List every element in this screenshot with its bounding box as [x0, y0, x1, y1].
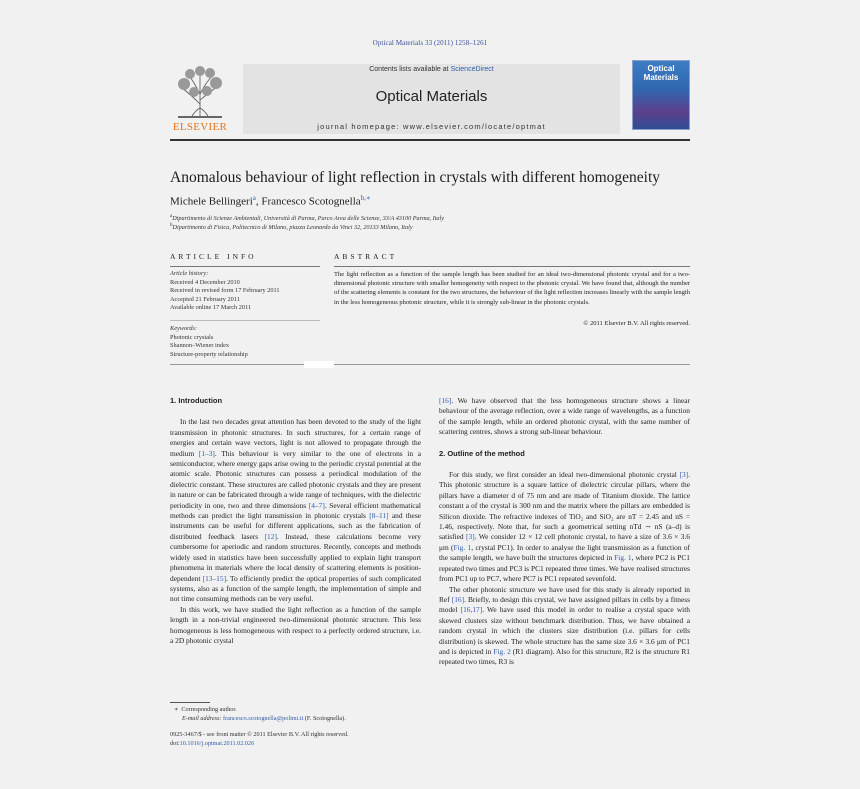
- author-bellingeri: Michele Bellingeri: [170, 195, 253, 208]
- article-info-heading: ARTICLE INFO: [170, 252, 257, 261]
- reference-link[interactable]: [12]: [264, 531, 277, 541]
- abstract-text: The light reflection as a function of the sample length has been studied for an ideal two-dimensional photonic crystal and for a two-dimensional photonic structure with smaller homogeneity with respect to the photonic crystal. We have found that, although the number of the scattering elements is constant for the two structures, the behaviour of the light reflection increases linearly with the sample length in the less homogeneous photonic structure, while it is strongly sub-linear in the photonic crystals.: [334, 271, 690, 306]
- journal-name: Optical Materials: [375, 88, 488, 105]
- history-received: Received 4 December 2010: [170, 278, 240, 286]
- affiliation-mark-b[interactable]: b,∗: [360, 194, 371, 202]
- text-run: . We consider 12 × 12 cell photonic crystal, to have a size of 3.6 × 3.6 μm (: [439, 532, 690, 552]
- reference-link[interactable]: [3]: [679, 470, 689, 480]
- affiliation-b: [170, 223, 413, 231]
- introduction-heading: 1. Introduction: [170, 396, 223, 405]
- reference-link[interactable]: [1–3]: [198, 448, 215, 458]
- reference-link[interactable]: [8–11]: [369, 511, 389, 521]
- text-run: . This behaviour is very similar to the one of electrons in a semiconductor, where energy gaps arise owing to the periodic crystal potential at the atomic scale. Photonic structures can possess a periodical modulation of the dielectric constant. These structures are called photonic crystals and they are present in nature or can be fabricated through a wide range of techniques, with the dielectric periodicity in one, two and three dimensions: [170, 448, 421, 510]
- text-run: . We have observed that the less homogeneous structure shows a linear behaviour of the average reflection, over a wide range of wavelengths, as a function of the sample length, while an ordered photonic crystal, with the same number of scattering centres, shows a strong sub-linear behaviour.: [439, 396, 690, 437]
- email-link[interactable]: francesco.scotognella@polimi.it: [223, 715, 304, 722]
- keyword-item: Structure-property relationship: [170, 350, 248, 358]
- sciencedirect-link[interactable]: ScienceDirect: [450, 66, 494, 73]
- issn-line: 0925-3467/$ - see front matter © 2011 Elsevier B.V. All rights reserved.: [170, 731, 349, 738]
- issn-block: [170, 730, 421, 748]
- figure-link[interactable]: Fig. 1: [453, 542, 472, 552]
- reference-link[interactable]: [4–7]: [308, 500, 325, 510]
- intro-paragraph-1: [170, 417, 421, 604]
- affiliation-mark-a[interactable]: a: [252, 194, 256, 202]
- author-scotognella: , Francesco Scotognella: [255, 195, 361, 208]
- header-rule: [170, 139, 690, 141]
- keywords: [170, 325, 248, 359]
- paper-title: Anomalous behaviour of light reflection in crystals with different homogeneity: [170, 169, 660, 186]
- affil-b-mark: b: [170, 223, 173, 228]
- history-label: Article history:: [170, 270, 209, 277]
- abstract-copyright: © 2011 Elsevier B.V. All rights reserved.: [583, 320, 690, 327]
- keyword-item: Photonic crystals: [170, 333, 214, 341]
- left-column: [170, 396, 421, 646]
- reference-link[interactable]: [16,17]: [460, 605, 483, 615]
- intro-continuation: [439, 396, 690, 438]
- contents-line: [243, 66, 620, 73]
- right-column: [439, 396, 690, 668]
- text-run: The other photonic structure we have used for this study is already reported in Ref: [439, 584, 690, 604]
- intro-paragraph-2: In this work, we have studied the light reflection as a function of the sample length in a non-trivial engineered two-dimensional photonic structure. This less homogeneous is less homogeneous with respect to a perfectly ordered structure, i.e. a 2D photonic crystal: [170, 604, 421, 645]
- info-rule-mid: [170, 320, 320, 321]
- text-run: , where PC2 is PC1 repeated two times and PC3 is PC1 repeated three times. We have realised structures from PC1 up to PC7, where PC7 is PC1 repeated sevenfold.: [439, 553, 690, 584]
- abstract-heading: ABSTRACT: [334, 252, 398, 261]
- front-matter-rule: [170, 364, 690, 365]
- text-run: . This photonic structure is a square lattice of dielectric circular pillars, where the pillars have a diameter d of 75 nm and are made of Titanium dioxide. The lattice constant a of the crystal is 300 nm and the matrix where the pillars are embedded is Silicon dioxide. The refractive indexes of TiO₂ and SiO₂ are nT = 2.45 and nS = 1.46, respectively. Note that, for such a geometrical setting nTd ∼ nS (a–d) is satisfied: [439, 470, 690, 542]
- reference-link[interactable]: [3]: [466, 532, 475, 542]
- affil-a-text: Dipartimento di Scienze Ambientali, Università di Parma, Parco Area delle Scienze, 33/A 43100 Parma, Italy: [172, 215, 444, 223]
- text-run: . Instead, these calculations become very cumbersome for aperiodic and random structures. Recently, concepts and methods widely used in statistics have been successfully applied to explain light transport phenomena in materials where the local density of scattering elements is position-dependent: [170, 531, 422, 583]
- keywords-label: Keywords:: [170, 325, 198, 332]
- info-rule-top: [170, 266, 320, 267]
- text-run: . We have used this model in order to realise a crystal space with skewed clusters size without benchmark distribution. Thus, we have obtained a random crystal in which the clusters size distribution (i.e. pillars for cells distribution) is skewed. The whole structure has the same size 3.6 × 3.6 μm of PC1 and is depicted in: [439, 605, 690, 656]
- text-run: . Briefly, to design this crystal, we have assigned pillars in cells by a fitness model: [439, 594, 690, 615]
- history-online: Available online 17 March 2011: [170, 304, 252, 311]
- method-paragraph-2: [439, 585, 690, 668]
- doi-link[interactable]: 10.1016/j.optmat.2011.02.026: [179, 740, 255, 747]
- history-revised: Received in revised form 17 February 2011: [170, 287, 280, 294]
- abstract-rule-top: [334, 266, 690, 267]
- figure-link[interactable]: Fig. 2: [493, 646, 511, 656]
- affil-a-mark: a: [170, 214, 173, 219]
- journal-homepage[interactable]: journal homepage: www.elsevier.com/locate/optmat: [317, 122, 546, 131]
- email-label: E-mail address:: [182, 715, 224, 722]
- reference-link[interactable]: [13–15]: [202, 573, 227, 583]
- rule-gap: [304, 361, 334, 368]
- history-accepted: Accepted 21 February 2011: [170, 295, 240, 303]
- elsevier-wordmark: ELSEVIER: [172, 121, 228, 133]
- method-paragraph-1: [439, 470, 690, 584]
- contents-prefix: Contents lists available at: [369, 66, 451, 73]
- corresponding-author: Corresponding author.: [181, 706, 237, 713]
- text-run: and these instruments can be useful for different applications, such as the fabrication of distributed feedback lasers: [170, 511, 421, 541]
- text-run: . To efficiently predict the optical properties of such complicated systems, also as a function of the sample length, the implementation of simple and not time consuming methods can be very useful.: [170, 573, 421, 604]
- text-run: . Several efficient mathematical methods can predict the light transmission in photonic crystals: [170, 500, 421, 521]
- text-run: (R1 diagram). Also for this structure, R2 is the structure R1 repeated two times, R3 is: [439, 646, 690, 667]
- reference-link[interactable]: [16]: [439, 396, 452, 405]
- author-list: [170, 194, 371, 208]
- footnote: [170, 705, 421, 723]
- text-run: In the last two decades great attention has been devoted to the study of the light transmission in photonic structures. In such structures, for a certain range of energies and certain wave vectors, light is not allowed to propagate through the medium: [170, 417, 421, 458]
- figure-link[interactable]: Fig. 1: [614, 553, 632, 563]
- text-run: , crystal PC1). In order to analyse the light transmission as a function of the sample length, we have built the structures depicted in: [439, 542, 691, 563]
- footnote-rule: [170, 702, 210, 703]
- footnote-mark: ∗: [174, 706, 179, 713]
- keyword-item: Shannon–Wiener index: [170, 342, 230, 349]
- text-run: For this study, we first consider an ideal two-dimensional photonic crystal: [449, 470, 680, 480]
- journal-citation[interactable]: Optical Materials 33 (2011) 1258–1261: [372, 39, 488, 47]
- cover-title: Optical Materials: [643, 64, 679, 82]
- article-history: [170, 270, 280, 313]
- email-suffix: (F. Scotognella).: [303, 715, 346, 722]
- reference-link[interactable]: [16]: [451, 594, 465, 604]
- method-heading: 2. Outline of the method: [439, 448, 525, 458]
- affil-b-text: Dipartimento di Fisica, Politecnico di Milano, piazza Leonardo da Vinci 32, 20133 Milano, Italy: [172, 224, 413, 232]
- doi-label: doi:: [170, 740, 180, 747]
- affiliation-a: [170, 214, 444, 222]
